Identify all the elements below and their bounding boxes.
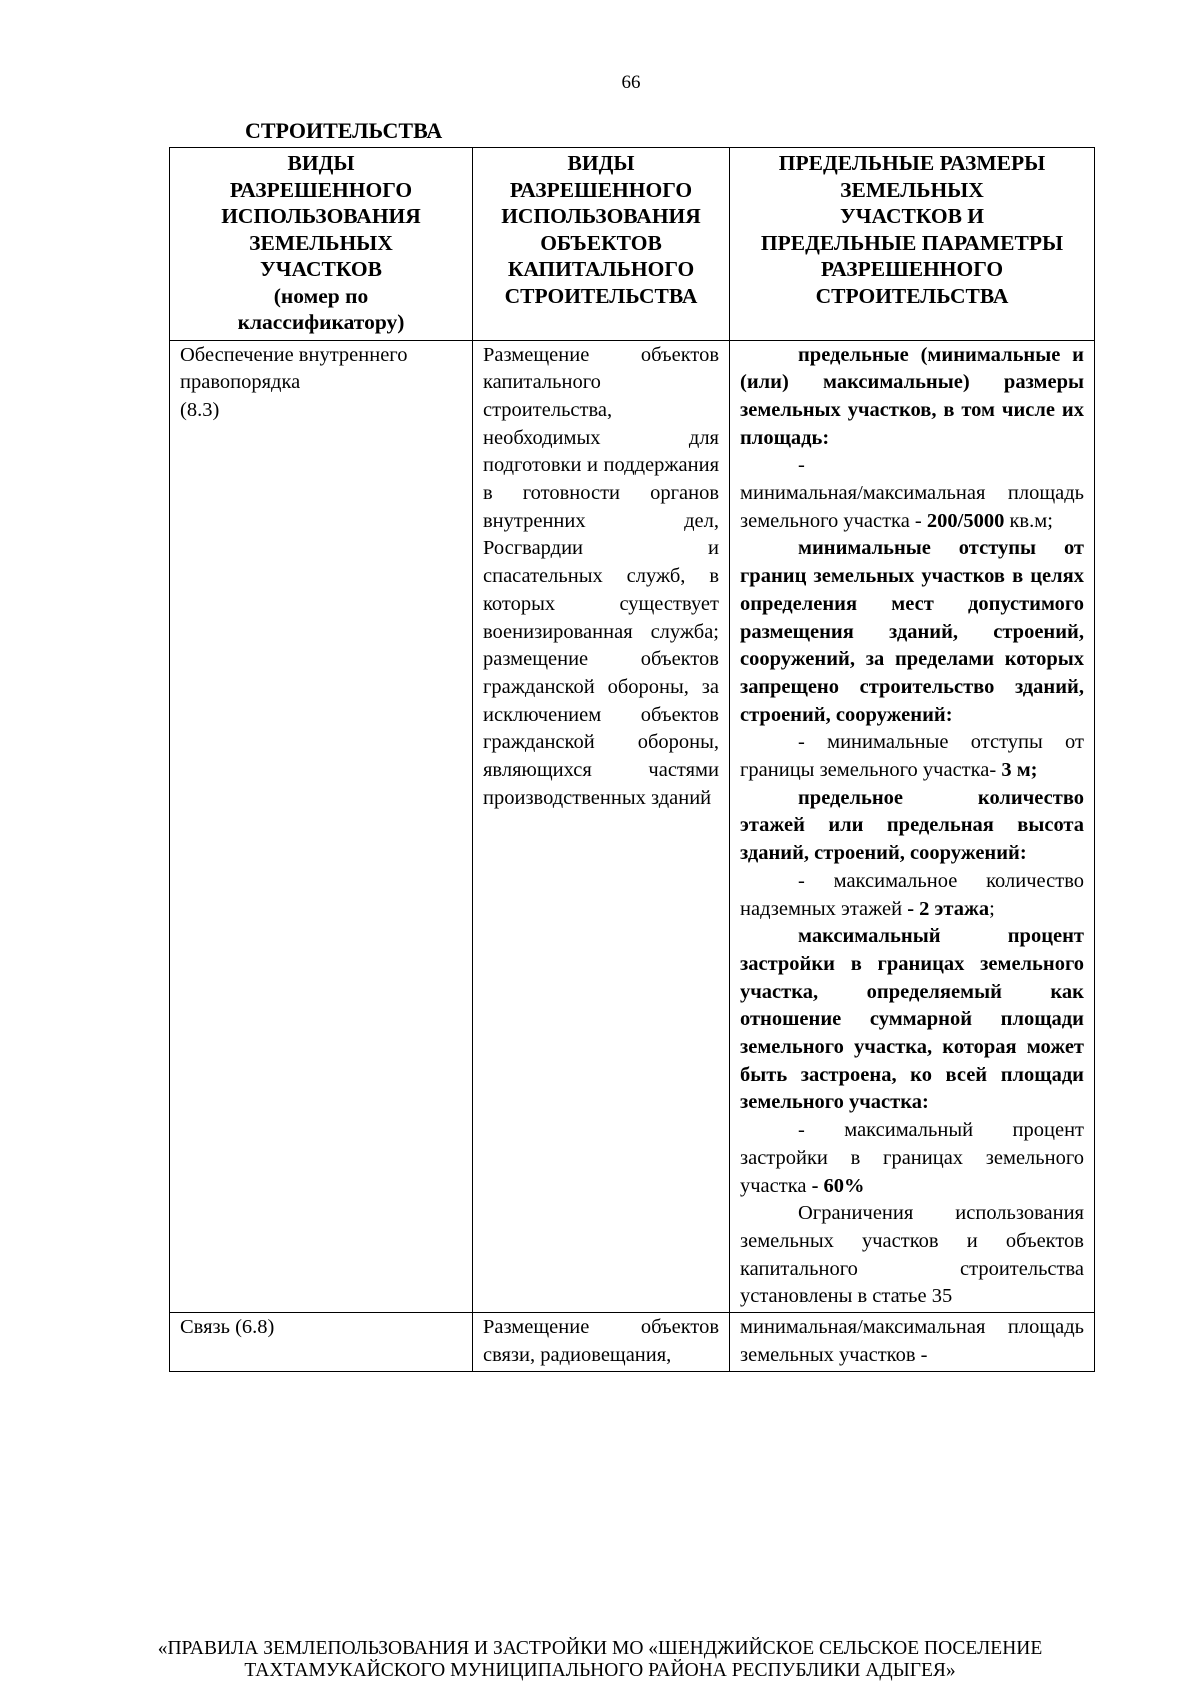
param-plot-area: минимальная/максимальная площадь земельных участков - bbox=[740, 1316, 1084, 1366]
cell-permitted-objects: Размещение объектов капитального строительства, необходимых для подготовки и поддержания в готовности органов внутренних дел, Росгвардии и спасательных служб, в которых существует военизированная служба; размещение объектов гражданской обороны, за исключением объектов гражданской обороны, являющихся частями производственных зданий bbox=[473, 340, 730, 1313]
header-object-use-types: ВИДЫ РАЗРЕШЕННОГО ИСПОЛЬЗОВАНИЯ ОБЪЕКТОВ КАПИТАЛЬНОГО СТРОИТЕЛЬСТВА bbox=[473, 148, 730, 341]
cell-parameters bbox=[730, 1313, 1095, 1371]
land-use-code: (8.3) bbox=[180, 398, 220, 421]
table-row bbox=[170, 340, 1095, 1313]
param-setback-value: - минимальные отступы от границы земельного участка- 3 м; bbox=[740, 731, 1084, 782]
param-floors-value: - максимальное количество надземных этажей - 2 этажа; bbox=[740, 869, 1084, 920]
param-plot-size-heading: предельные (минимальные и (или) максимальные) размеры земельных участков, в том числе их площадь: bbox=[740, 343, 1084, 449]
param-setback-heading: минимальные отступы от границ земельных участков в целях определения мест допустимого размещения зданий, строений, сооружений, за пределами которых запрещено строительство зданий, строений, сооружений: bbox=[740, 537, 1084, 726]
param-coverage-value: - максимальный процент застройки в границах земельного участка - 60% bbox=[740, 1119, 1084, 1197]
header-limit-parameters: ПРЕДЕЛЬНЫЕ РАЗМЕРЫ ЗЕМЕЛЬНЫХ УЧАСТКОВ И ПРЕДЕЛЬНЫЕ ПАРАМЕТРЫ РАЗРЕШЕННОГО СТРОИТЕЛЬСТВА bbox=[730, 148, 1095, 341]
land-use-name: Обеспечение внутреннего правопорядка bbox=[180, 343, 408, 394]
table-header-row bbox=[170, 148, 1095, 341]
param-coverage-heading: максимальный процент застройки в границах земельного участка, определяемый как отношение суммарной площади земельного участка, которая может быть застроена, ко всей площади земельного участка: bbox=[740, 925, 1084, 1114]
page-footer bbox=[0, 1638, 1200, 1682]
header-land-use-types: ВИДЫ РАЗРЕШЕННОГО ИСПОЛЬЗОВАНИЯ ЗЕМЕЛЬНЫХ УЧАСТКОВ (номер по классификатору) bbox=[170, 148, 473, 341]
table-row bbox=[170, 1313, 1095, 1371]
footer-line-1: «ПРАВИЛА ЗЕМЛЕПОЛЬЗОВАНИЯ И ЗАСТРОЙКИ МО «ШЕНДЖИЙСКОЕ СЕЛЬСКОЕ ПОСЕЛЕНИЕ bbox=[157, 1638, 1043, 1659]
cell-land-use: Связь (6.8) bbox=[170, 1313, 473, 1371]
footer-line-2: ТАХТАМУКАЙСКОГО МУНИЦИПАЛЬНОГО РАЙОНА РЕСПУБЛИКИ АДЫГЕЯ» bbox=[244, 1660, 956, 1681]
zoning-rules-table bbox=[169, 147, 1095, 1372]
param-floors-heading: предельное количество этажей или предельная высота зданий, строений, сооружений: bbox=[740, 786, 1084, 865]
param-restrictions-note: Ограничения использования земельных участков и объектов капитального строительства установлены в статье 35 bbox=[740, 1202, 1084, 1308]
cell-permitted-objects: Размещение объектов связи, радиовещания, bbox=[473, 1313, 730, 1371]
cell-parameters bbox=[730, 340, 1095, 1313]
param-dash: - bbox=[798, 454, 805, 477]
page-number: 66 bbox=[621, 72, 641, 93]
section-title-continuation: СТРОИТЕЛЬСТВА bbox=[245, 118, 443, 143]
cell-land-use bbox=[170, 340, 473, 1313]
param-plot-area: минимальная/максимальная площадь земельного участка - 200/5000 кв.м; bbox=[740, 482, 1084, 532]
